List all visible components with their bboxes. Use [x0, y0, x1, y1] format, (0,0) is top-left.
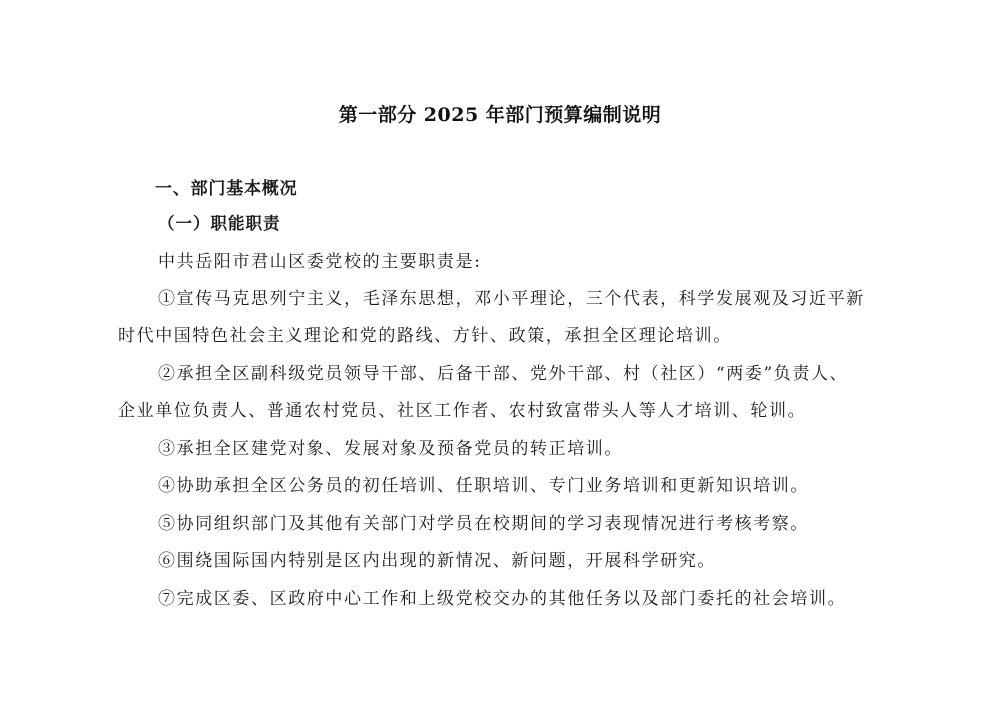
duty-item-6: ⑥围绕国际国内特别是区内出现的新情况、新问题，开展科学研究。: [158, 551, 716, 571]
intro-paragraph: 中共岳阳市君山区委党校的主要职责是:: [158, 252, 482, 272]
duty-item-7: ⑦完成区委、区政府中心工作和上级党校交办的其他任务以及部门委托的社会培训。: [158, 589, 847, 609]
duty-item-1-line-2: 时代中国特色社会主义理论和党的路线、方针、政策，承担全区理论培训。: [118, 326, 732, 346]
duty-item-2-line-2: 企业单位负责人、普通农村党员、社区工作者、农村致富带头人等人才培训、轮训。: [118, 401, 807, 421]
duty-item-4: ④协助承担全区公务员的初任培训、任职培训、专门业务培训和更新知识培训。: [158, 476, 809, 496]
section-heading: 一、部门基本概况: [155, 179, 298, 199]
duty-item-5: ⑤协同组织部门及其他有关部门对学员在校期间的学习表现情况进行考核考察。: [158, 514, 809, 534]
duty-item-3: ③承担全区建党对象、发展对象及预备党员的转正培训。: [158, 439, 623, 459]
duty-item-1-line-1: ①宣传马克思列宁主义，毛泽东思想，邓小平理论，三个代表，科学发展观及习近平新: [158, 289, 865, 309]
document-title: 第一部分 2025 年部门预算编制说明: [338, 104, 662, 126]
duty-item-2-line-1: ②承担全区副科级党员领导干部、后备干部、党外干部、村（社区）“两委”负责人、: [158, 364, 849, 384]
subsection-heading: （一）职能职责: [158, 214, 281, 233]
